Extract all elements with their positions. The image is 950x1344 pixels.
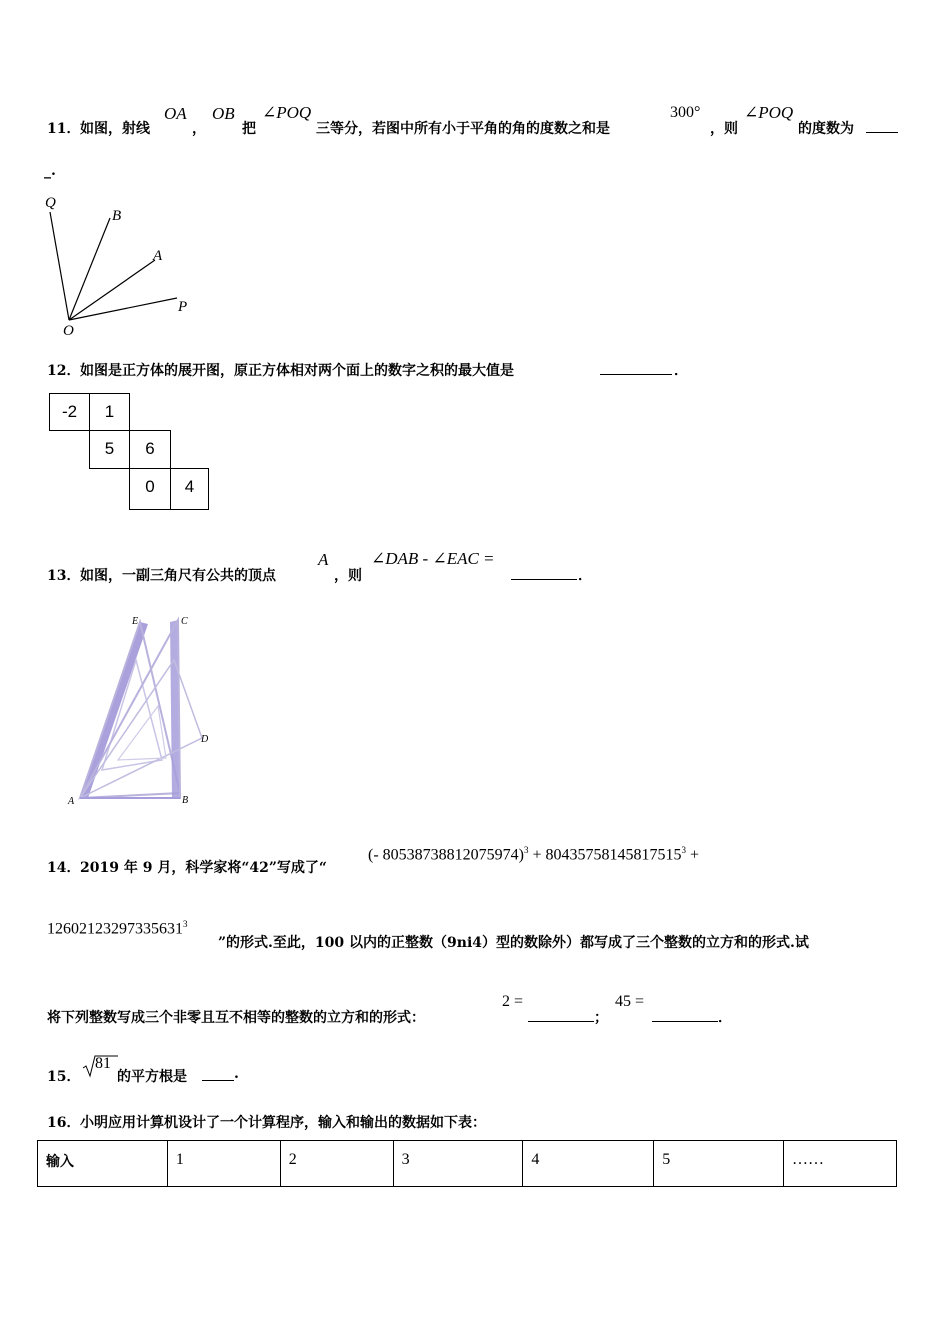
q13-number: 13． xyxy=(47,568,81,584)
table-cell: 4 xyxy=(523,1141,654,1187)
q14-answer-blank-1[interactable] xyxy=(528,1021,594,1022)
q11-degree: 300° xyxy=(670,104,701,121)
q14-text-2: ”的形式.至此，100 以内的正整数（9ni4）型的数除外）都写成了三个整数的立方和的形式.试 xyxy=(218,935,809,951)
table-cell: 5 xyxy=(654,1141,784,1187)
q12-answer-blank[interactable] xyxy=(600,374,672,375)
q14-end: ． xyxy=(718,1010,732,1026)
q15-end: . xyxy=(234,1066,239,1082)
q13-answer-blank[interactable] xyxy=(511,579,577,580)
q14-answer-blank-2[interactable] xyxy=(652,1021,718,1022)
q15-text: 的平方根是 xyxy=(117,1069,187,1085)
q13-end: ． xyxy=(578,568,592,584)
q13-vertex-a: A xyxy=(318,550,329,569)
q16-text: 小明应用计算机设计了一个计算程序，输入和输出的数据如下表： xyxy=(80,1115,486,1131)
q11-text-3: 三等分，若图中所有小于平角的角的度数之和是 xyxy=(316,121,610,137)
set-square-2 xyxy=(80,620,180,798)
label-d: D xyxy=(201,734,209,745)
q14-exp-3: 3 xyxy=(183,919,188,929)
label-a: A xyxy=(153,248,163,264)
label-c: C xyxy=(181,616,188,627)
q15-radicand: 81 xyxy=(95,1055,111,1072)
io-table xyxy=(37,1140,897,1187)
q12-end: ． xyxy=(674,363,688,379)
q13-then: ，则 xyxy=(334,568,362,584)
net-cell: 1 xyxy=(89,393,130,431)
q16-number: 16． xyxy=(47,1115,81,1131)
q14-expression xyxy=(368,845,699,864)
q11-ray-ob: OB xyxy=(212,104,235,123)
q11-figure xyxy=(40,190,210,340)
q11-tail: _. xyxy=(44,163,56,179)
q14-line2-number xyxy=(47,919,188,938)
q14-term-1: (- 80538738812075974) xyxy=(368,846,524,864)
q11-text-2: 把 xyxy=(242,121,256,137)
q15-answer-blank[interactable] xyxy=(202,1080,234,1081)
q14-number: 14． xyxy=(47,860,81,876)
q11-angle-poq: ∠POQ xyxy=(262,103,312,122)
label-a: A xyxy=(68,796,75,807)
q14-sep: ； xyxy=(594,1010,608,1026)
q13-figure xyxy=(62,610,222,810)
q14-term-4: 12602123297335631 xyxy=(47,920,183,938)
q12-text: 如图是正方体的展开图，原正方体相对两个面上的数字之积的最大值是 xyxy=(80,363,514,379)
q11-comma: ， xyxy=(192,121,206,137)
net-cell: 6 xyxy=(129,430,171,469)
q11-angle-poq-2: ∠POQ xyxy=(744,103,794,122)
net-cell: 5 xyxy=(89,430,130,469)
q14-text-3: 将下列整数写成三个非零且互不相等的整数的立方和的形式： xyxy=(47,1010,425,1026)
label-o: O xyxy=(63,323,74,339)
label-e: E xyxy=(132,616,139,627)
q12-number: 12． xyxy=(47,363,81,379)
q11-number: 11． xyxy=(47,121,81,137)
ruler-edge-ae xyxy=(80,622,148,798)
table-cell: …… xyxy=(784,1141,897,1187)
table-cell: 2 xyxy=(280,1141,393,1187)
table-cell: 3 xyxy=(393,1141,523,1187)
q15-number: 15． xyxy=(47,1069,81,1085)
table-header-cell: 输入 xyxy=(38,1141,168,1187)
q14-term-3: + xyxy=(686,846,700,864)
label-q: Q xyxy=(45,195,56,211)
q14-text-1: 2019 年 9 月，科学家将“42”写成了“ xyxy=(80,860,327,876)
q11-text-4: ，则 xyxy=(710,121,738,137)
label-b: B xyxy=(112,208,122,224)
net-cell: 4 xyxy=(170,468,209,510)
q13-text: 如图，一副三角尺有公共的顶点 xyxy=(80,568,276,584)
q14-eq-45: 45 = xyxy=(615,993,645,1010)
q13-expression: ∠DAB - ∠EAC = xyxy=(371,549,495,568)
q11-text-5: 的度数为 xyxy=(798,121,854,137)
net-cell: 0 xyxy=(129,468,171,510)
q11-ray-oa: OA xyxy=(164,104,187,123)
q14-exp-1: 3 xyxy=(523,845,529,855)
q14-eq-2: 2 = xyxy=(502,993,524,1010)
q14-term-2: + 80435758145817515 xyxy=(528,846,682,864)
net-cell: -2 xyxy=(49,393,90,431)
q11-answer-blank[interactable] xyxy=(866,132,898,133)
label-b: B xyxy=(182,795,189,806)
ray-oq xyxy=(50,212,69,320)
table-cell: 1 xyxy=(167,1141,280,1187)
q14-exp-2: 3 xyxy=(681,845,687,855)
ray-ob xyxy=(69,218,110,320)
q11-text-1: 如图，射线 xyxy=(80,121,150,137)
label-p: P xyxy=(178,299,188,315)
table-row xyxy=(38,1141,897,1187)
